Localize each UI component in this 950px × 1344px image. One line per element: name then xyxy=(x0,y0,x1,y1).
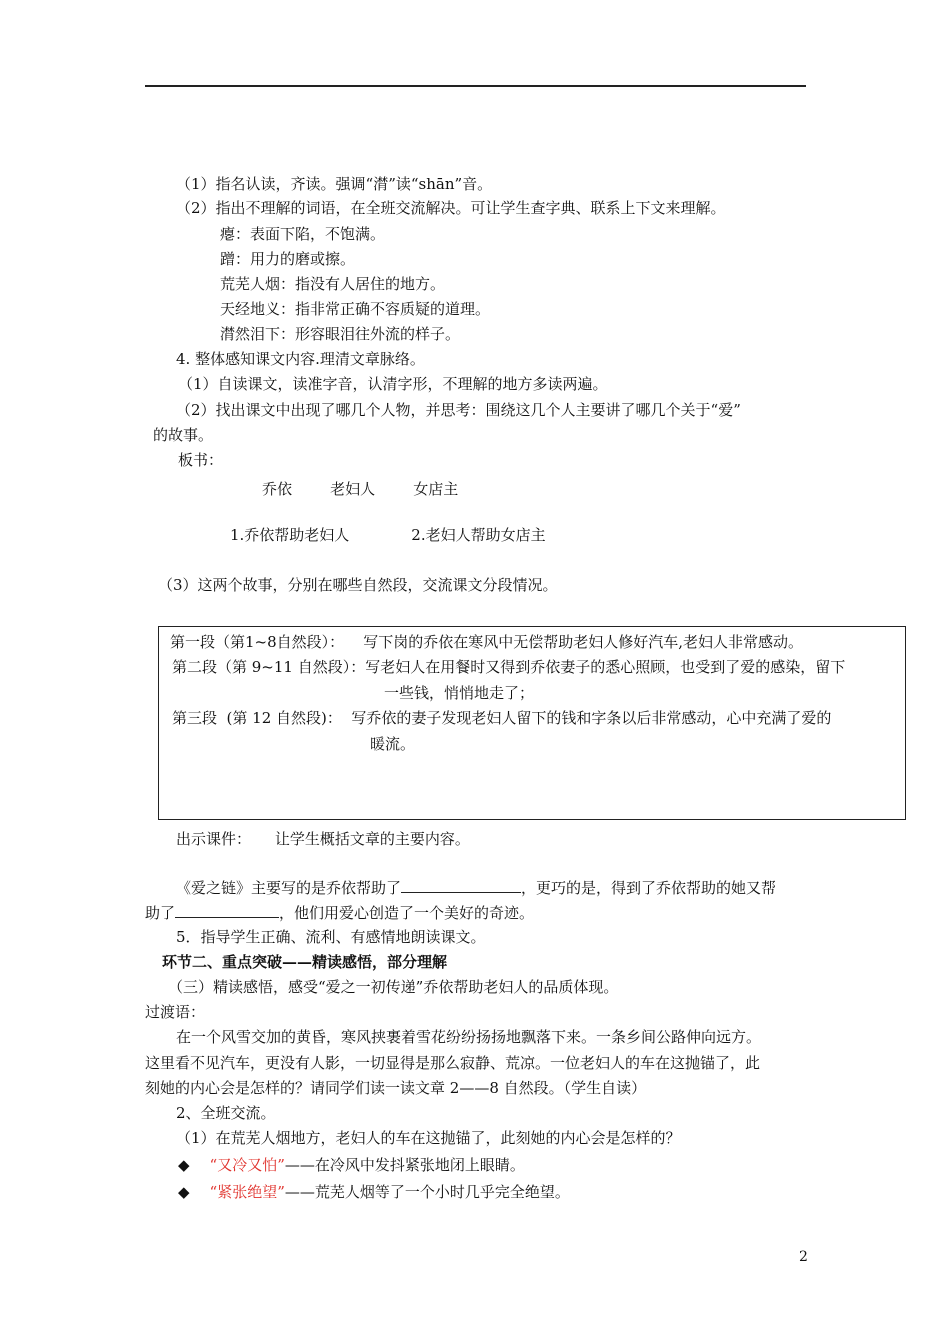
step-1-line: （1）指名认读，齐读。强调“潸”读“shān”音。 xyxy=(176,175,493,193)
discussion-question: （1）在荒芜人烟地方，老妇人的车在这抛锚了，此刻她的内心会是怎样的？ xyxy=(176,1129,681,1147)
bullet-item: ◆ “紧张绝望”——荒芜人烟等了一个小时几乎完全绝望。 xyxy=(178,1183,570,1201)
answer-blank-1[interactable] xyxy=(401,876,521,893)
section-5-heading: 5．指导学生正确、流利、有感情地朗读课文。 xyxy=(176,928,486,946)
courseware-line: 出示课件： 让学生概括文章的主要内容。 xyxy=(176,830,470,848)
transition-text: 在一个风雪交加的黄昏，寒风挟裹着雪花纷纷扬扬地飘落下来。一条乡间公路伸向远方。 xyxy=(176,1028,762,1046)
step-1-line: （1）自读课文，读准字音，认清字形，不理解的地方多读两遍。 xyxy=(178,375,608,393)
step-2-line: （2）找出课文中出现了哪几个人物，并思考：围绕这几个人主要讲了哪几个关于“爱” xyxy=(176,401,741,419)
transition-text: 刻她的内心会是怎样的？请同学们读一读文章 2——8 自然段。（学生自读） xyxy=(145,1079,647,1097)
part-2-heading: 环节二、重点突破——精读感悟，部分理解 xyxy=(162,953,448,971)
summary-part-3-continuation: 暖流。 xyxy=(370,735,416,753)
summary-part-3: 第三段 (第 12 自然段)： 写乔依的妻子发现老妇人留下的钱和字条以后非常感动，心中充满了爱的 xyxy=(172,709,832,727)
step-3-line: （3）这两个故事，分别在哪些自然段，交流课文分段情况。 xyxy=(158,576,558,594)
vocab-item: 荒芜人烟：指没有人居住的地方。 xyxy=(220,275,446,293)
summary-part-2-continuation: 一些钱，悄悄地走了； xyxy=(384,684,535,702)
vocab-item: 潸然泪下：形容眼泪往外流的样子。 xyxy=(220,325,461,343)
board-label: 板书： xyxy=(178,451,224,469)
summary-part-2: 第二段（第 9~11 自然段）：写老妇人在用餐时又得到乔依妻子的悉心照顾，也受到了爱的感染，留下 xyxy=(172,658,846,676)
summary-part-1: 第一段（第1~8自然段）： 写下岗的乔依在寒风中无偿帮助老妇人修好汽车,老妇人非常感动。 xyxy=(170,633,803,651)
highlight-phrase: “又冷又怕” xyxy=(209,1156,285,1174)
fill-in-line-1: 《爱之链》主要写的是乔依帮助了 ，更巧的是，得到了乔依帮助的她又帮 xyxy=(176,876,776,898)
fill-in-line-2: 助了 ，他们用爱心创造了一个美好的奇迹。 xyxy=(145,901,534,923)
vocab-item: 天经地义：指非常正确不容质疑的道理。 xyxy=(220,300,491,318)
bullet-item: ◆ “又冷又怕”——在冷风中发抖紧张地闭上眼睛。 xyxy=(178,1156,525,1174)
answer-blank-2[interactable] xyxy=(175,901,279,918)
highlight-phrase: “紧张绝望” xyxy=(209,1183,285,1201)
diamond-bullet-icon: ◆ xyxy=(178,1183,190,1201)
vocab-item: 瘪：表面下陷，不饱满。 xyxy=(220,225,386,243)
step-2-line: （2）指出不理解的词语，在全班交流解决。可让学生查字典、联系上下文来理解。 xyxy=(176,199,726,217)
transition-label: 过渡语： xyxy=(145,1003,206,1021)
diamond-bullet-icon: ◆ xyxy=(178,1156,190,1174)
page-number: 2 xyxy=(799,1249,808,1265)
step-2-continuation: 的故事。 xyxy=(153,426,214,444)
transition-text: 这里看不见汽车，更没有人影，一切显得是那么寂静、荒凉。一位老妇人的车在这抛锚了，此 xyxy=(145,1054,761,1072)
vocab-item: 蹭：用力的磨或擦。 xyxy=(220,250,356,268)
section-3-heading: （三）精读感悟，感受“爱之一初传递”乔依帮助老妇人的品质体现。 xyxy=(168,978,619,996)
board-characters: 乔依 老妇人 女店主 xyxy=(262,480,459,498)
discussion-heading: 2、全班交流。 xyxy=(176,1104,276,1122)
section-4-heading: 4. 整体感知课文内容.理清文章脉络。 xyxy=(176,350,425,368)
board-stories: 1.乔依帮助老妇人 2.老妇人帮助女店主 xyxy=(230,526,546,544)
header-rule xyxy=(145,85,806,87)
